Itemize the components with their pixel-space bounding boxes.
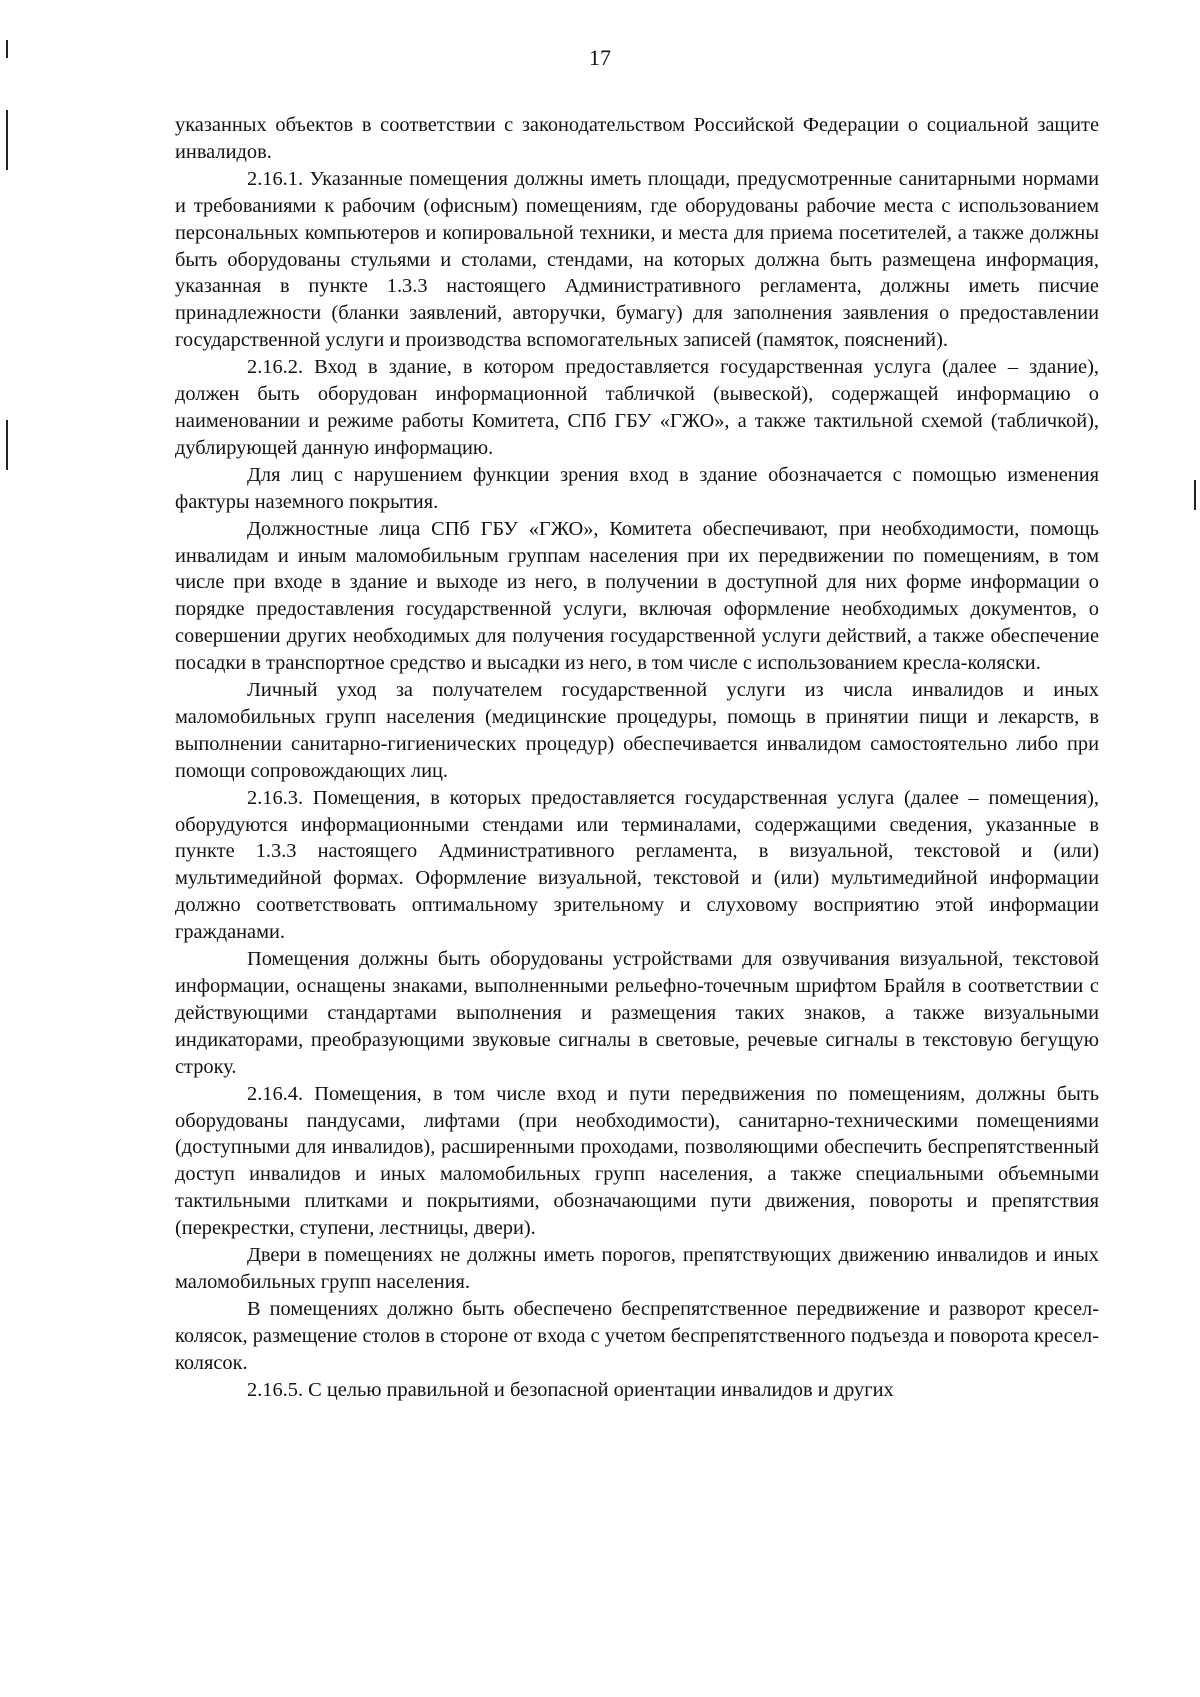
scan-edge-mark (1194, 480, 1196, 510)
paragraph: 2.16.3. Помещения, в которых предоставляется государственная услуга (далее – помещения), оборудуются информационными стендами или терминалами, содержащими сведения, указанные в пункте 1.3.3 настоящего Административного регламента, в визуальной, текстовой и (или) мультимедийной формах. Оформление визуальной, текстовой и (или) мультимедийной информации должно соответствовать оптимальному зрительному и слуховому восприятию этой информации гражданами. (175, 786, 1099, 944)
paragraph: Двери в помещениях не должны иметь порогов, препятствующих движению инвалидов и иных маломобильных групп населения. (175, 1244, 1099, 1293)
paragraph: 2.16.5. С целью правильной и безопасной ориентации инвалидов и других (247, 1378, 894, 1401)
page-number: 17 (589, 45, 611, 70)
paragraph: указанных объектов в соответствии с законодательством Российской Федерации о социальной защите инвалидов. (175, 114, 1099, 163)
paragraph: Для лиц с нарушением функции зрения вход в здание обозначается с помощью изменения фактуры наземного покрытия. (175, 463, 1099, 513)
paragraph: В помещениях должно быть обеспечено беспрепятственное передвижение и разворот кресел-колясок, размещение столов в стороне от входа с учетом беспрепятственного подъезда и поворота кресел-колясок. (175, 1297, 1099, 1374)
paragraph: 2.16.2. Вход в здание, в котором предоставляется государственная услуга (далее – здание), должен быть оборудован информационной табличкой (вывеской), содержащей информацию о наименовании и режиме работы Комитета, СПб ГБУ «ГЖО», а также тактильной схемой (табличкой), дублирующей данную информацию. (175, 356, 1099, 459)
scan-edge-mark (6, 110, 8, 170)
document-body (175, 112, 1099, 1404)
paragraph: 2.16.4. Помещения, в том числе вход и пути передвижения по помещениям, должны быть оборудованы пандусами, лифтами (при необходимости), санитарно-техническими помещениями (доступными для инвалидов), расширенными проходами, позволяющими обеспечить беспрепятственный доступ инвалидов и иных маломобильных групп населения, а также специальными объемными тактильными плитками и покрытиями, обозначающими пути движения, повороты и препятствия (перекрестки, ступени, лестницы, двери). (175, 1082, 1099, 1240)
paragraph: Должностные лица СПб ГБУ «ГЖО», Комитета обеспечивают, при необходимости, помощь инвалидам и иным маломобильным группам населения при их передвижении по помещениям, в том числе при входе в здание и выходе из него, в получении в доступной для них форме информации о порядке предоставления государственной услуги, включая оформление необходимых документов, о совершении других необходимых для получения государственной услуги действий, а также обеспечение посадки в транспортное средство и высадки из него, в том числе с использованием кресла-коляски. (175, 517, 1099, 675)
paragraph: Помещения должны быть оборудованы устройствами для озвучивания визуальной, текстовой информации, оснащены знаками, выполненными рельефно-точечным шрифтом Брайля в соответствии с действующими стандартами выполнения и размещения таких знаков, а также визуальными индикаторами, преобразующими звуковые сигналы в световые, речевые сигналы в текстовую бегущую строку. (175, 948, 1099, 1078)
paragraph: Личный уход за получателем государственной услуги из числа инвалидов и иных маломобильных групп населения (медицинские процедуры, помощь в принятии пищи и лекарств, в выполнении санитарно-гигиенических процедур) обеспечивается инвалидом самостоятельно либо при помощи сопровождающих лиц. (175, 679, 1099, 782)
scan-edge-mark (6, 420, 8, 470)
paragraph: 2.16.1. Указанные помещения должны иметь площади, предусмотренные санитарными нормами и требованиями к рабочим (офисным) помещениям, где оборудованы рабочие места с использованием персональных компьютеров и копировальной техники, и места для приема посетителей, а также должны быть оборудованы стульями и столами, стендами, на которых должна быть размещена информация, указанная в пункте 1.3.3 настоящего Административного регламента, должны иметь писчие принадлежности (бланки заявлений, авторучки, бумагу) для заполнения заявления о предоставлении государственной услуги и производства вспомогательных записей (памяток, пояснений). (175, 167, 1099, 352)
